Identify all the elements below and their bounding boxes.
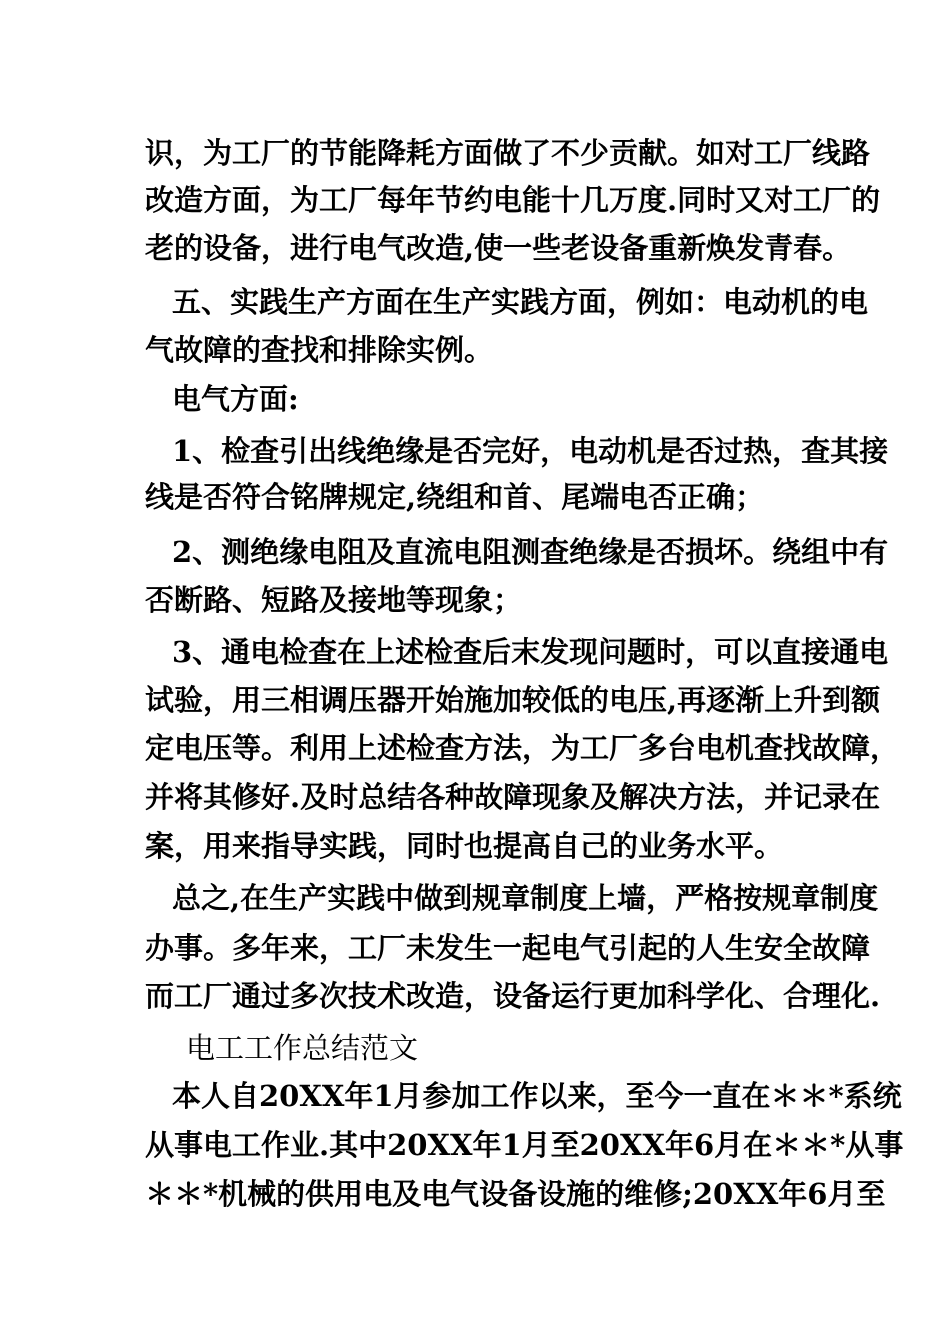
list-item-1: 1、检查引出线绝缘是否完好，电动机是否过热，查其接 <box>172 434 889 468</box>
list-item-3: 3、通电检查在上述检查后末发现问题时，可以直接通电 <box>172 635 889 669</box>
paragraph-line: 老的设备，进行电气改造,使一些老设备重新焕发青春。 <box>145 231 852 265</box>
list-item-2: 2、测绝缘电阻及直流电阻测查绝缘是否损坏。绕组中有 <box>172 535 889 569</box>
paragraph-line: 案，用来指导实践，同时也提高自己的业务水平。 <box>145 829 784 863</box>
section-heading-practice: 五、实践生产方面在生产实践方面，例如：电动机的电 <box>172 285 869 319</box>
paragraph-line: 改造方面，为工厂每年节约电能十几万度.同时又对工厂的 <box>145 183 881 217</box>
paragraph-line: 识，为工厂的节能降耗方面做了不少贡献。如对工厂线路 <box>145 136 871 170</box>
article-title: 电工工作总结范文 <box>186 1031 419 1065</box>
paragraph-line: 定电压等。利用上述检查方法，为工厂多台电机查找故障， <box>145 731 900 765</box>
paragraph-line: ＊＊*机械的供用电及电气设备设施的维修;20XX年6月至 <box>145 1177 886 1211</box>
paragraph-line: 气故障的查找和排除实例。 <box>145 333 494 367</box>
paragraph-line: 而工厂通过多次技术改造，设备运行更加科学化、合理化. <box>145 979 881 1013</box>
paragraph-line: 并将其修好.及时总结各种故障现象及解决方法，并记录在 <box>145 780 881 814</box>
summary-paragraph: 总之,在生产实践中做到规章制度上墙，严格按规章制度 <box>172 881 879 915</box>
intro-paragraph: 本人自20XX年1月参加工作以来，至今一直在＊＊*系统 <box>172 1079 902 1113</box>
paragraph-line: 办事。多年来，工厂未发生一起电气引起的人生安全故障 <box>145 931 871 965</box>
paragraph-line: 从事电工作业.其中20XX年1月至20XX年6月在＊＊*从事 <box>145 1128 904 1162</box>
paragraph-line: 线是否符合铭牌规定,绕组和首、尾端电否正确； <box>145 480 765 514</box>
subheading-electrical: 电气方面: <box>172 382 299 416</box>
paragraph-line: 否断路、短路及接地等现象； <box>145 583 523 617</box>
paragraph-line: 试验，用三相调压器开始施加较低的电压,再逐渐上升到额 <box>145 683 881 717</box>
